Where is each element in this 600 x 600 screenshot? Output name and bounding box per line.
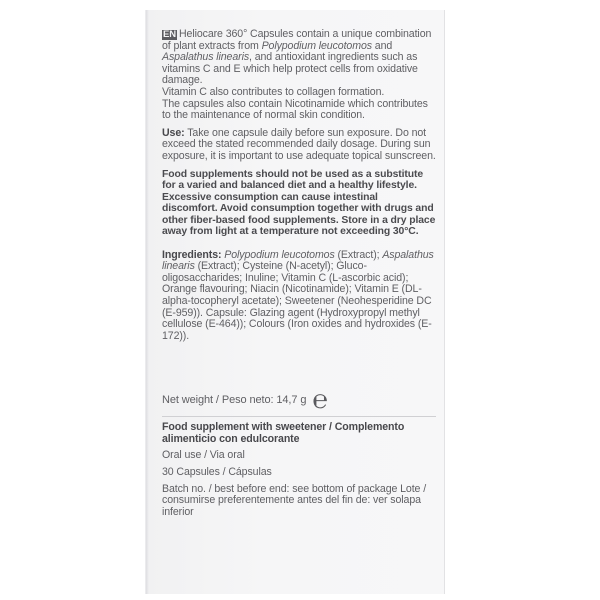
intro-italic-b: Aspalathus linearis bbox=[162, 51, 250, 64]
estimated-sign-icon: ℮ bbox=[312, 385, 328, 416]
ingredients-text-b: (Extract); Cysteine (N-acetyl); Gluco-oligosaccharides; Inuline; Vitamin C (L-ascorbic acid); Orange flavouring; Niacin (Nicotinamide); Vitamin E (DL-alpha-tocopheryl acetate); Sweetener (Neohesperidine DC (E-959)). Capsule: Glazing agent (Hydroxypropyl methyl cellulose (E-464)); Colours (Iron oxides and hydroxides (E-172)). bbox=[162, 260, 432, 342]
warning-paragraph: Food supplements should not be used as a substitute for a varied and balanced diet and a healthy lifestyle. Excessive consumption can cause intestinal discomfort. Avoid consumption together with drugs and other fiber-based food supplements. Store in a dry place away from light at a temperature not exceeding 30°C. bbox=[162, 168, 436, 238]
intro-paragraph bbox=[162, 29, 436, 87]
nicotinamide-line: The capsules also contain Nicotinamide which contributes to the maintenance of normal skin condition. bbox=[162, 97, 428, 122]
food-supplement-line: Food supplement with sweetener / Complemento alimenticio con edulcorante bbox=[162, 421, 405, 445]
ingredients-label: Ingredients: bbox=[162, 248, 222, 261]
language-tag: EN bbox=[163, 29, 176, 40]
package-side-panel bbox=[146, 10, 444, 594]
capsule-count-line: 30 Capsules / Cápsulas bbox=[162, 466, 272, 479]
blank-space bbox=[162, 342, 436, 390]
net-weight: Net weight / Peso neto: 14,7 g bbox=[162, 394, 307, 407]
vitamin-c-line: Vitamin C also contributes to collagen formation. bbox=[162, 85, 385, 98]
label-text-block bbox=[162, 29, 436, 518]
intro-italic-a: Polypodium leucotomos bbox=[261, 39, 372, 52]
batch-line: Batch no. / best before end: see bottom of package Lote / consumirse preferentemente antes del fin de: ver solapa inferior bbox=[162, 482, 427, 518]
use-label: Use: bbox=[162, 126, 185, 139]
oral-use-line: Oral use / Via oral bbox=[162, 449, 245, 462]
ingredients-italic-a: Polypodium leucotomos bbox=[224, 248, 335, 261]
intro-text-b: and bbox=[371, 39, 393, 52]
net-weight-row bbox=[162, 385, 436, 416]
divider bbox=[162, 416, 436, 417]
intro-text-a: Heliocare 360° Capsules contain a unique combination of plant extracts from bbox=[162, 28, 432, 52]
intro-text-c: , and antioxidant ingredients such as vitamins C and E which help protect cells from oxidative damage. bbox=[162, 51, 418, 87]
ingredients-text-a: (Extract); bbox=[334, 248, 383, 261]
ingredients-italic-b: Aspalathus linearis bbox=[162, 248, 434, 273]
use-paragraph bbox=[162, 128, 436, 163]
ingredients-paragraph bbox=[162, 250, 436, 343]
package-edge-shadow bbox=[146, 10, 149, 594]
use-text: Take one capsule daily before sun exposure. Do not exceed the stated recommended daily dosage. During sun exposure, it is important to use adequate topical sunscreen. bbox=[162, 126, 436, 162]
